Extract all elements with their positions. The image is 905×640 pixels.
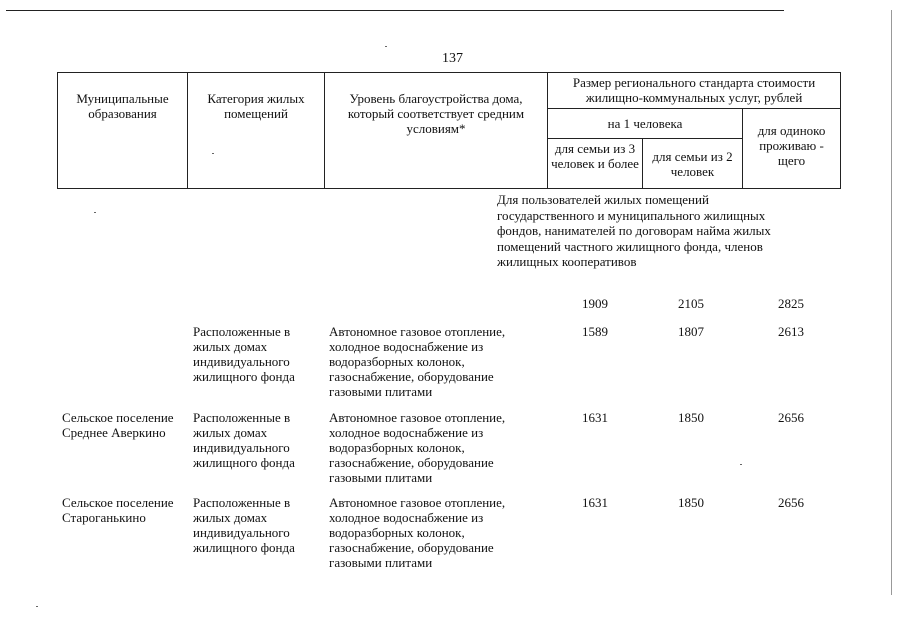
header-level: Уровень благоустройства дома, который соответствует средним условиям* — [325, 73, 548, 189]
row-value-single: 2656 — [778, 495, 804, 510]
row-value-family2: 1850 — [678, 410, 704, 425]
scan-speck — [36, 606, 38, 607]
scan-speck — [740, 464, 742, 465]
row-value-family3: 1589 — [582, 324, 608, 339]
row-category: Расположенные в жилых домах индивидуального жилищного фонда — [193, 324, 295, 384]
page-number: 137 — [442, 51, 463, 66]
page-edge — [891, 10, 892, 595]
header-family2: для семьи из 2 человек — [643, 139, 743, 189]
header-family3: для семьи из 3 человек и более — [548, 139, 643, 189]
row-value-family3: 1631 — [582, 410, 608, 425]
header-single: для одиноко проживаю - щего — [743, 109, 841, 189]
row-municipality: Сельское поселение Среднее Аверкино — [62, 410, 174, 440]
row-level: Автономное газовое отопление, холодное водоснабжение из водоразборных колонок, газоснабжение, оборудование газовыми плитами — [329, 324, 506, 399]
row-level: Автономное газовое отопление, холодное водоснабжение из водоразборных колонок, газоснабжение, оборудование газовыми плитами — [329, 410, 506, 485]
row-value-family2: 1807 — [678, 324, 704, 339]
top-rule — [6, 10, 784, 11]
row-category: Расположенные в жилых домах индивидуального жилищного фонда — [193, 495, 295, 555]
note-value-family3: 1909 — [582, 296, 608, 311]
note-value-family2: 2105 — [678, 296, 704, 311]
header-municipality: Муниципальные образования — [58, 73, 188, 189]
table-header — [57, 72, 841, 189]
row-level: Автономное газовое отопление, холодное водоснабжение из водоразборных колонок, газоснабжение, оборудование газовыми плитами — [329, 495, 506, 570]
row-value-family3: 1631 — [582, 495, 608, 510]
row-value-single: 2613 — [778, 324, 804, 339]
scan-speck — [385, 46, 387, 47]
section-note: Для пользователей жилых помещений государственного и муниципального жилищных фондов, нанимателей по договорам найма жилых помещений частного жилищного фонда, членов жилищных кооперативов — [497, 192, 771, 269]
header-category: Категория жилых помещений — [188, 73, 325, 189]
header-per-person: на 1 человека — [548, 109, 743, 139]
row-value-single: 2656 — [778, 410, 804, 425]
note-value-single: 2825 — [778, 296, 804, 311]
scan-speck — [94, 212, 96, 213]
row-category: Расположенные в жилых домах индивидуального жилищного фонда — [193, 410, 295, 470]
header-standard: Размер регионального стандарта стоимости жилищно-коммунальных услуг, рублей — [548, 73, 841, 109]
row-municipality: Сельское поселение Староганькино — [62, 495, 174, 525]
row-value-family2: 1850 — [678, 495, 704, 510]
